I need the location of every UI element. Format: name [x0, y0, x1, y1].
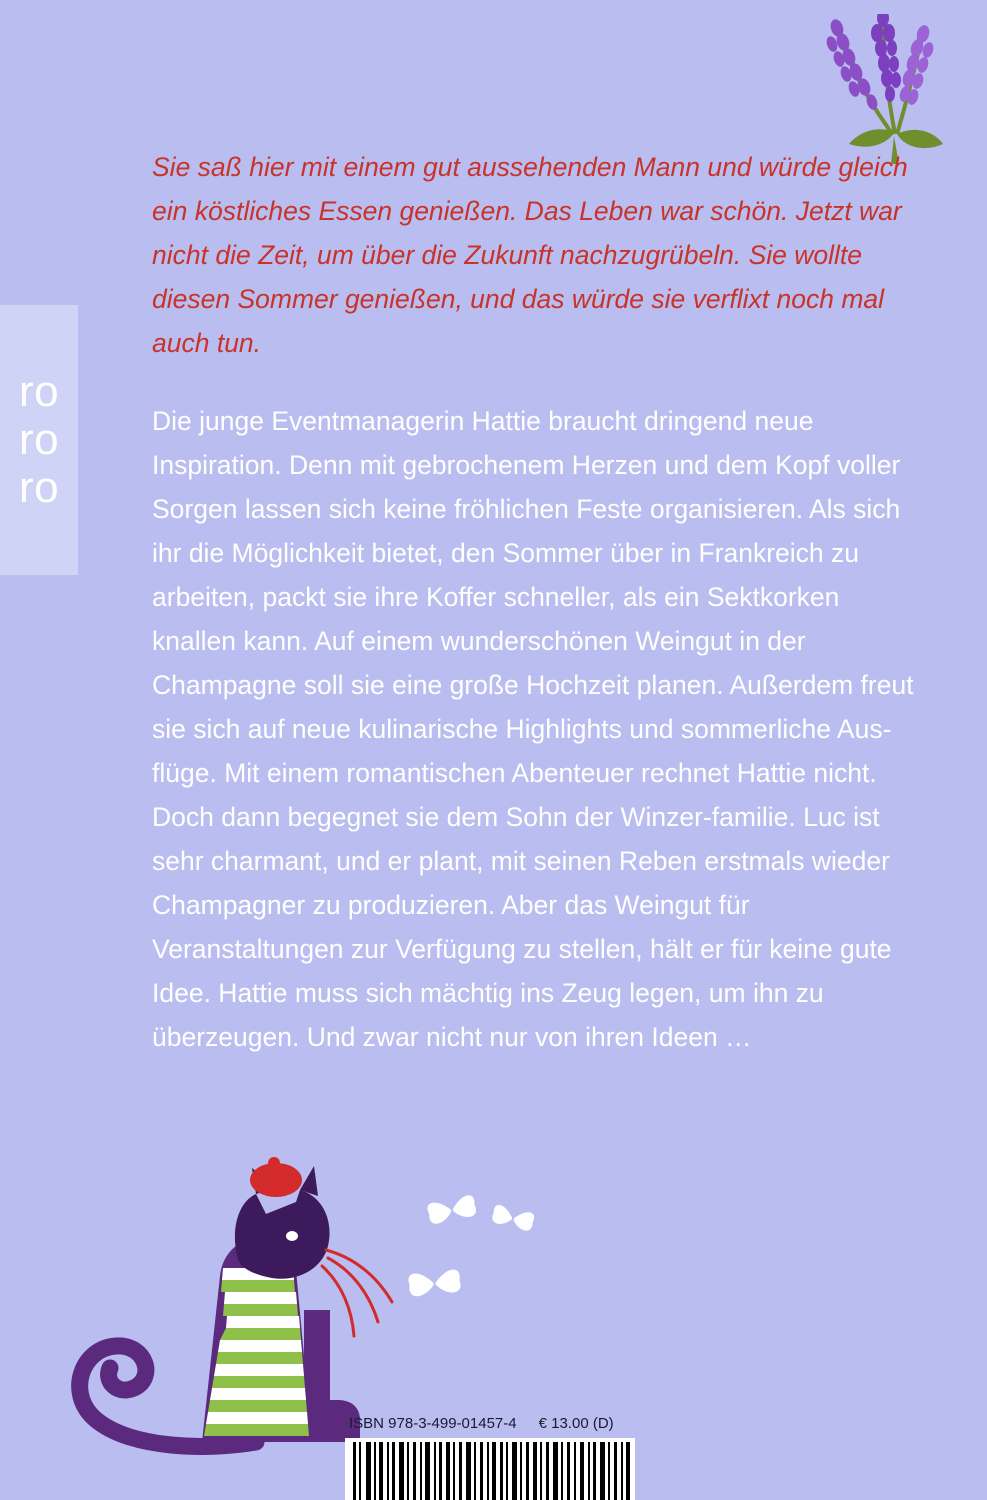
barcode-icon: [345, 1438, 635, 1500]
book-blurb: Die junge Eventmanagerin Hattie braucht dringend neue Inspiration. Denn mit gebrochenem Herzen und dem Kopf voller Sorgen lassen sich keine fröhlichen Feste organisieren. Als sich ihr die Möglichkeit bietet, den Sommer über in Frankreich zu arbeiten, packt sie ihre Koffer schneller, als ein Sektkorken knallen kann. Auf einem wunderschönen Weingut in der Champagne soll sie eine große Hochzeit planen. Außerdem freut sie sich auf neue kulinarische Highlights und sommerliche Aus-flüge. Mit einem romantischen Abenteuer rechnet Hattie nicht. Doch dann begegnet sie dem Sohn der Winzer-familie. Luc ist sehr charmant, und er plant, mit seinen Reben erstmals wieder Champagner zu produzieren. Aber das Weingut für Veranstaltungen zur Verfügung zu stellen, hält er für keine gute Idee. Hattie muss sich mächtig ins Zeug legen, um ihn zu überzeugen. Und zwar nicht nur von ihren Ideen …: [152, 406, 914, 1052]
rororo-line-1: ro: [18, 367, 60, 416]
lavender-sprig-icon: [787, 14, 947, 164]
rororo-line-2: ro: [18, 415, 60, 464]
isbn-text: ISBN 978-3-499-01457-4: [349, 1415, 517, 1432]
cover-text-block: [152, 145, 914, 1059]
publisher-logo-rororo: [0, 305, 78, 575]
rororo-line-3: ro: [18, 463, 60, 512]
butterflies-icon: [400, 1190, 540, 1320]
cover-footer: [345, 1415, 645, 1500]
pull-quote: Sie saß hier mit einem gut aussehenden Mann und würde gleich ein köstliches Essen genießen. Das Leben war schön. Jetzt war nicht die Zeit, um über die Zukunft nachzugrübeln. Sie wollte diesen Sommer genießen, und das würde sie verflixt noch mal auch tun.: [152, 152, 908, 358]
price-text: € 13.00 (D): [538, 1415, 614, 1432]
isbn-price-line: [345, 1415, 645, 1432]
